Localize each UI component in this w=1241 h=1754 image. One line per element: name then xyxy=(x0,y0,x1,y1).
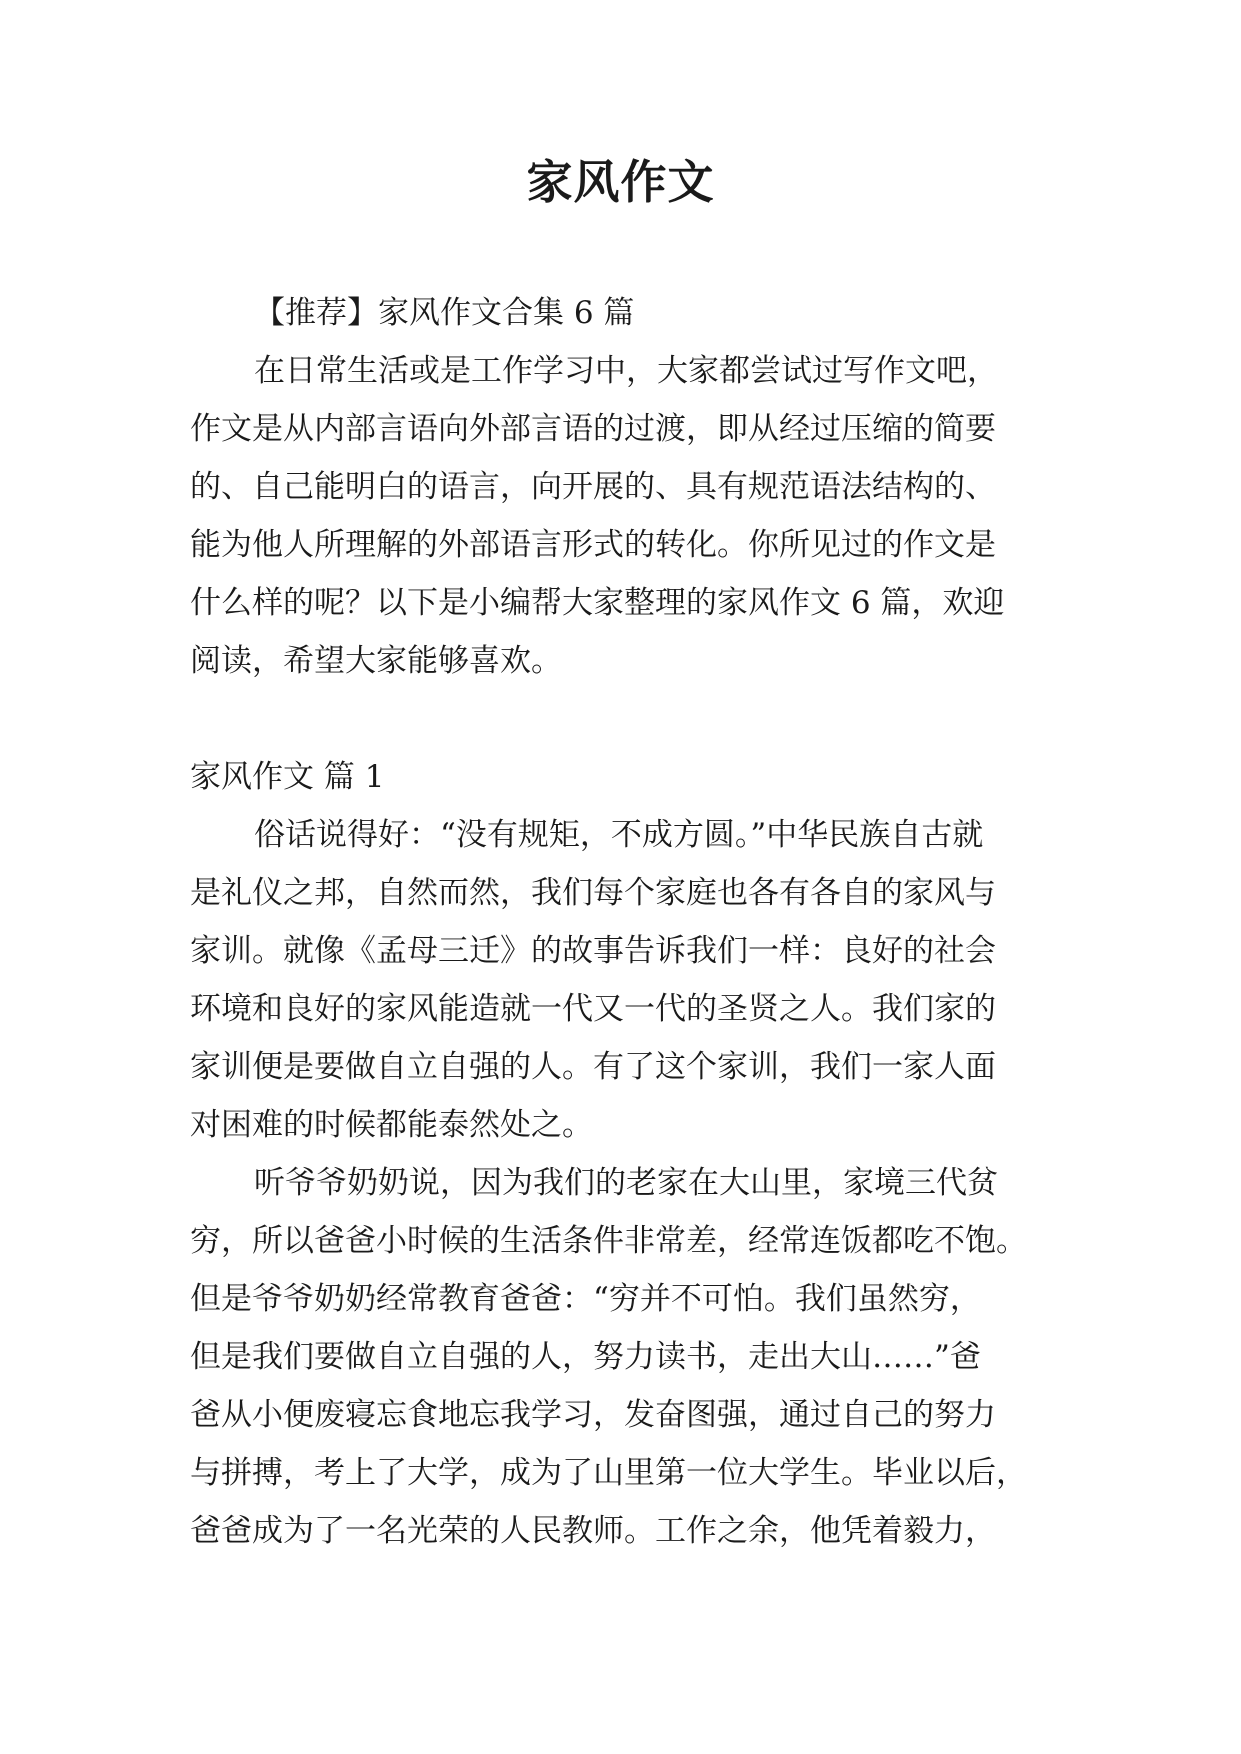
paragraph-line: 但是我们要做自立自强的人，努力读书，走出大山……”爸 xyxy=(190,1339,981,1375)
paragraph-line: 家训便是要做自立自强的人。有了这个家训，我们一家人面 xyxy=(190,1049,996,1085)
intro-line: 作文是从内部言语向外部言语的过渡，即从经过压缩的简要 xyxy=(190,411,996,447)
intro-line: 的、自己能明白的语言，向开展的、具有规范语法结构的、 xyxy=(190,469,996,505)
section-heading: 家风作文 篇 1 xyxy=(190,759,385,795)
intro-paragraph xyxy=(190,342,1070,690)
intro-line: 什么样的呢？以下是小编帮大家整理的家风作文 6 篇，欢迎 xyxy=(190,585,1005,621)
blank-line xyxy=(190,690,1070,748)
paragraph-line: 穷，所以爸爸小时候的生活条件非常差，经常连饭都吃不饱。 xyxy=(190,1223,1027,1259)
document-body xyxy=(190,284,1070,1560)
paragraph-line: 是礼仪之邦，自然而然，我们每个家庭也各有各自的家风与 xyxy=(190,875,996,911)
intro-line: 在日常生活或是工作学习中，大家都尝试过写作文吧， xyxy=(254,353,998,389)
paragraph-2 xyxy=(190,1154,1070,1560)
paragraph-line: 爸从小便废寝忘食地忘我学习，发奋图强，通过自己的努力 xyxy=(190,1397,996,1433)
document-title: 家风作文 xyxy=(526,155,715,209)
paragraph-line: 听爷爷奶奶说，因为我们的老家在大山里，家境三代贫 xyxy=(254,1165,998,1201)
paragraph-1 xyxy=(190,806,1070,1154)
intro-heading: 【推荐】家风作文合集 6 篇 xyxy=(254,295,635,331)
paragraph-line: 家训。就像《孟母三迁》的故事告诉我们一样：良好的社会 xyxy=(190,933,996,969)
intro-line: 能为他人所理解的外部语言形式的转化。你所见过的作文是 xyxy=(190,527,996,563)
paragraph-line: 与拼搏，考上了大学，成为了山里第一位大学生。毕业以后， xyxy=(190,1455,1027,1491)
paragraph-line: 但是爷爷奶奶经常教育爸爸：“穷并不可怕。我们虽然穷， xyxy=(190,1281,981,1317)
paragraph-line: 爸爸成为了一名光荣的人民教师。工作之余，他凭着毅力， xyxy=(190,1513,996,1549)
paragraph-line: 环境和良好的家风能造就一代又一代的圣贤之人。我们家的 xyxy=(190,991,996,1027)
paragraph-line: 俗话说得好：“没有规矩，不成方圆。”中华民族自古就 xyxy=(254,817,984,853)
intro-line: 阅读，希望大家能够喜欢。 xyxy=(190,643,562,679)
paragraph-line: 对困难的时候都能泰然处之。 xyxy=(190,1107,593,1143)
